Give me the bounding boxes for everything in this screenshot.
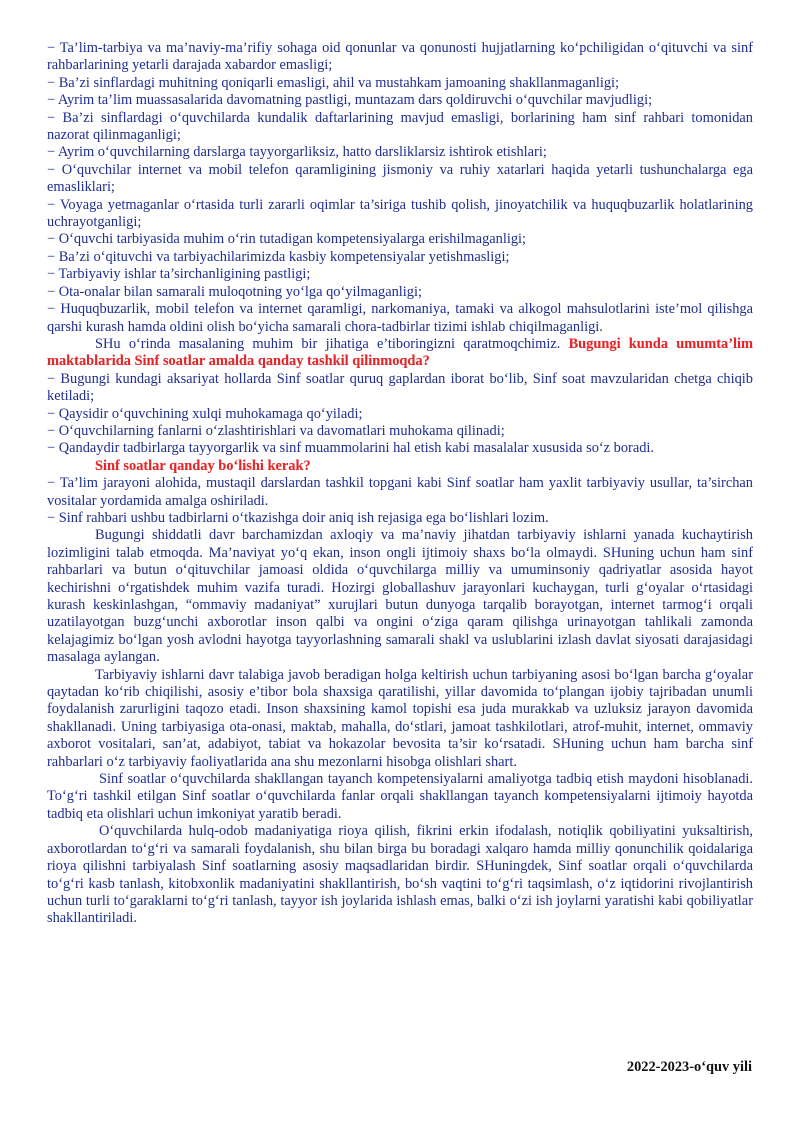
intro-text: SHu o‘rinda masalaning muhim bir jihatiga e’tiboringizni qaratmoqchimiz. (95, 335, 569, 352)
bullet-item: − Ba’zi sinflardagi muhitning qoniqarli emasligi, ahil va mustahkam jamoaning shakllanmaganligi; (47, 74, 620, 91)
bullet-item: − O‘quvchilarning fanlarni o‘zlashtirishlari va davomatlari muhokama qilinadi; (47, 422, 505, 439)
bullet-item: − Qaysidir o‘quvchining xulqi muhokamaga qo‘yiladi; (47, 405, 363, 422)
footer-academic-year: 2022-2023-o‘quv yili (626, 1059, 752, 1075)
body-paragraph: Tarbiyaviy ishlarni davr talabiga javob beradigan holga keltirish uchun tarbiyaning asosi bo‘lgan barcha g‘oyalar qaytadan ko‘rib chiqilishi, asosiy e’tibor bola shaxsiga qaratilishi, yillar davomida to‘plangan ijobiy tajribadan unumli foydalanish zarurligini taqozo etadi. Inson shaxsining kamol topishi esa juda murakkab va uzluksiz jarayon davomida shakllanadi. Uning tarbiyasiga ota-onasi, maktab, mahalla, do‘stlari, jamoat tashkilotlari, atrof-muhit, internet, ommaviy axborot vositalari, san’at, adabiyot, tabiat va hokazolar bevosita ta’sir ko‘rsatadi. SHuning uchun ham barcha sinf rahbarlari o‘z tarbiyaviy faoliyatlarida ana shu mezonlarni hisobga olishlari shart. (47, 666, 753, 770)
bullet-item: − Sinf rahbari ushbu tadbirlarni o‘tkazishga doir aniq ish rejasiga ega bo‘lishlari lozim. (47, 509, 549, 526)
body-paragraph: O‘quvchilarda hulq-odob madaniyatiga rioya qilish, fikrini erkin ifodalash, notiqlik qobiliyatini yuksaltirish, axborotlardan to‘g‘ri va samarali foydalanish, shu bilan birga bu boradagi xalqaro hamda milliy qonunchilik qoidalariga rioya qilishni tarbiyalash Sinf soatlarning asosiy maqsadlaridan birdir. SHuningdek, Sinf soatlar orqali o‘quvchilarda to‘g‘ri kasb tanlash, kitobxonlik madaniyatini shakllantirish, bo‘sh vaqtini to‘g‘ri taqsimlash, o‘z iqtidorini rivojlantirish uchun turli to‘garaklarni to‘g‘ri tanlash, tayyor ish joylarida ishlash emas, balki o‘zi ish joylarni yaratishi kabi qobiliyatlar shakllantiriladi. (47, 823, 753, 927)
bullet-item: − Ba’zi sinflardagi o‘quvchilarda kundalik daftarlarining mavjud emasligi, borlarining ham sinf rahbari tomonidan nazorat qilinmaganligi; (47, 109, 753, 144)
section-heading-text: Sinf soatlar qanday bo‘lishi kerak? (95, 457, 311, 474)
bullet-item: − Ayrim o‘quvchilarning darslarga tayyorgarliksiz, hatto darsliklarsiz ishtirok etishlari; (47, 144, 547, 161)
bullet-item: − Huquqbuzarlik, mobil telefon va internet qaramligi, narkomaniya, tamaki va alkogol mahsulotlarini iste’mol qilishga qarshi kurash hamda oldini olish bo‘yicha samarali chora-tadbirlar tizimi ishlab chiqilmaganligi. (47, 301, 753, 335)
bullet-item: − Voyaga yetmaganlar o‘rtasida turli zararli oqimlar ta’siriga tushib qolish, jinoyatchilik va huquqbuzarlik holatlarining uchrayotganligi; (47, 196, 753, 231)
bullet-item: − Ayrim ta’lim muassasalarida davomatning pastligi, muntazam dars qoldiruvchi o‘quvchilar mavjudligi; (47, 92, 653, 109)
intro-paragraph (47, 336, 753, 371)
body-paragraph: Sinf soatlar o‘quvchilarda shakllangan tayanch kompetensiyalarni amaliyotga tadbiq etish maydoni hisoblanadi. To‘g‘ri tashkil etilgan Sinf soatlar o‘quvchilarda fanlar orqali shakllangan tayanch kompetensiyalarni ijtimoiy hayotda tadbiq eta olishlari uchun imkoniyat yaratib beradi. (47, 771, 753, 822)
bullet-item: − Tarbiyaviy ishlar ta’sirchanligining pastligi; (47, 266, 311, 283)
bullet-item: − Qandaydir tadbirlarga tayyorgarlik va sinf muammolarini hal etish kabi masalalar xususida so‘z boradi. (47, 440, 655, 457)
bullet-item: − Ta’lim jarayoni alohida, mustaqil darslardan tashkil topgani kabi Sinf soatlar ham yaxlit tarbiyaviy usullar, ta’sirchan vositalar yordamida amalga oshiriladi. (47, 475, 753, 509)
bullet-item: − Ta’lim-tarbiya va ma’naviy-ma’rifiy sohaga oid qonunlar va qonunosti hujjatlarning ko‘pchiligidan o‘qituvchi va sinf rahbarlarining yetarli darajada xabardor emasligi; (47, 40, 753, 74)
bullet-item: − O‘quvchi tarbiyasida muhim o‘rin tutadigan kompetensiyalarga erishilmaganligi; (47, 231, 527, 248)
bullet-item: − O‘quvchilar internet va mobil telefon qaramligining jismoniy va ruhiy xatarlari haqida yetarli tushunchalarga ega emasliklari; (47, 161, 753, 196)
bullet-item: − Ba’zi o‘qituvchi va tarbiyachilarimizda kasbiy kompetensiyalar yetishmasligi; (47, 248, 510, 265)
bullet-item: − Ota-onalar bilan samarali muloqotning yo‘lga qo‘yilmaganligi; (47, 283, 422, 300)
bullet-item: − Bugungi kundagi aksariyat hollarda Sinf soatlar quruq gaplardan iborat bo‘lib, Sinf soat mavzularidan chetga chiqib ketiladi; (47, 370, 753, 405)
document-body (47, 40, 753, 928)
highlighted-question: Bugungi kunda umumta’lim maktablarida Sinf soatlar amalda qanday tashkil qilinmoqda? (47, 335, 753, 370)
body-paragraph: Bugungi shiddatli davr barchamizdan axloqiy va ma’naviy jihatdan tarbiyaviy ishlarni yanada kuchaytirish lozimligini talab etmoqda. Ma’naviyat yo‘q ekan, inson ongli ijtimoiy shaxs bo‘la olmaydi. SHuning uchun ham sinf rahbarlari va butun o‘qituvchilar jamoasi oldida o‘quvchilarga milliy va umuminsoniy qadriyatlar asosida hayot kechirishni o‘rgatishdek muhim vazifa turadi. Hozirgi globallashuv jarayonlari kuchaygan, turli g‘oyalar o‘rtasidagi kurash keskinlashgan, “ommaviy madaniyat” xurujlari butun dunyoga tarqalib borayotgan, internet tarmog‘i orqali uzatilayotgan buzg‘unchi axborotlar inson qalbi va ongini o‘ziga qaram qilishga urinayotgan tahlikali zamonda kelajagimiz bo‘lgan yosh avlodni hayotga tayyorlashning samarali shakl va uslublarini izlash davlat siyosati darajasidagi masalaga aylangan. (47, 527, 753, 666)
section-heading (47, 458, 753, 475)
